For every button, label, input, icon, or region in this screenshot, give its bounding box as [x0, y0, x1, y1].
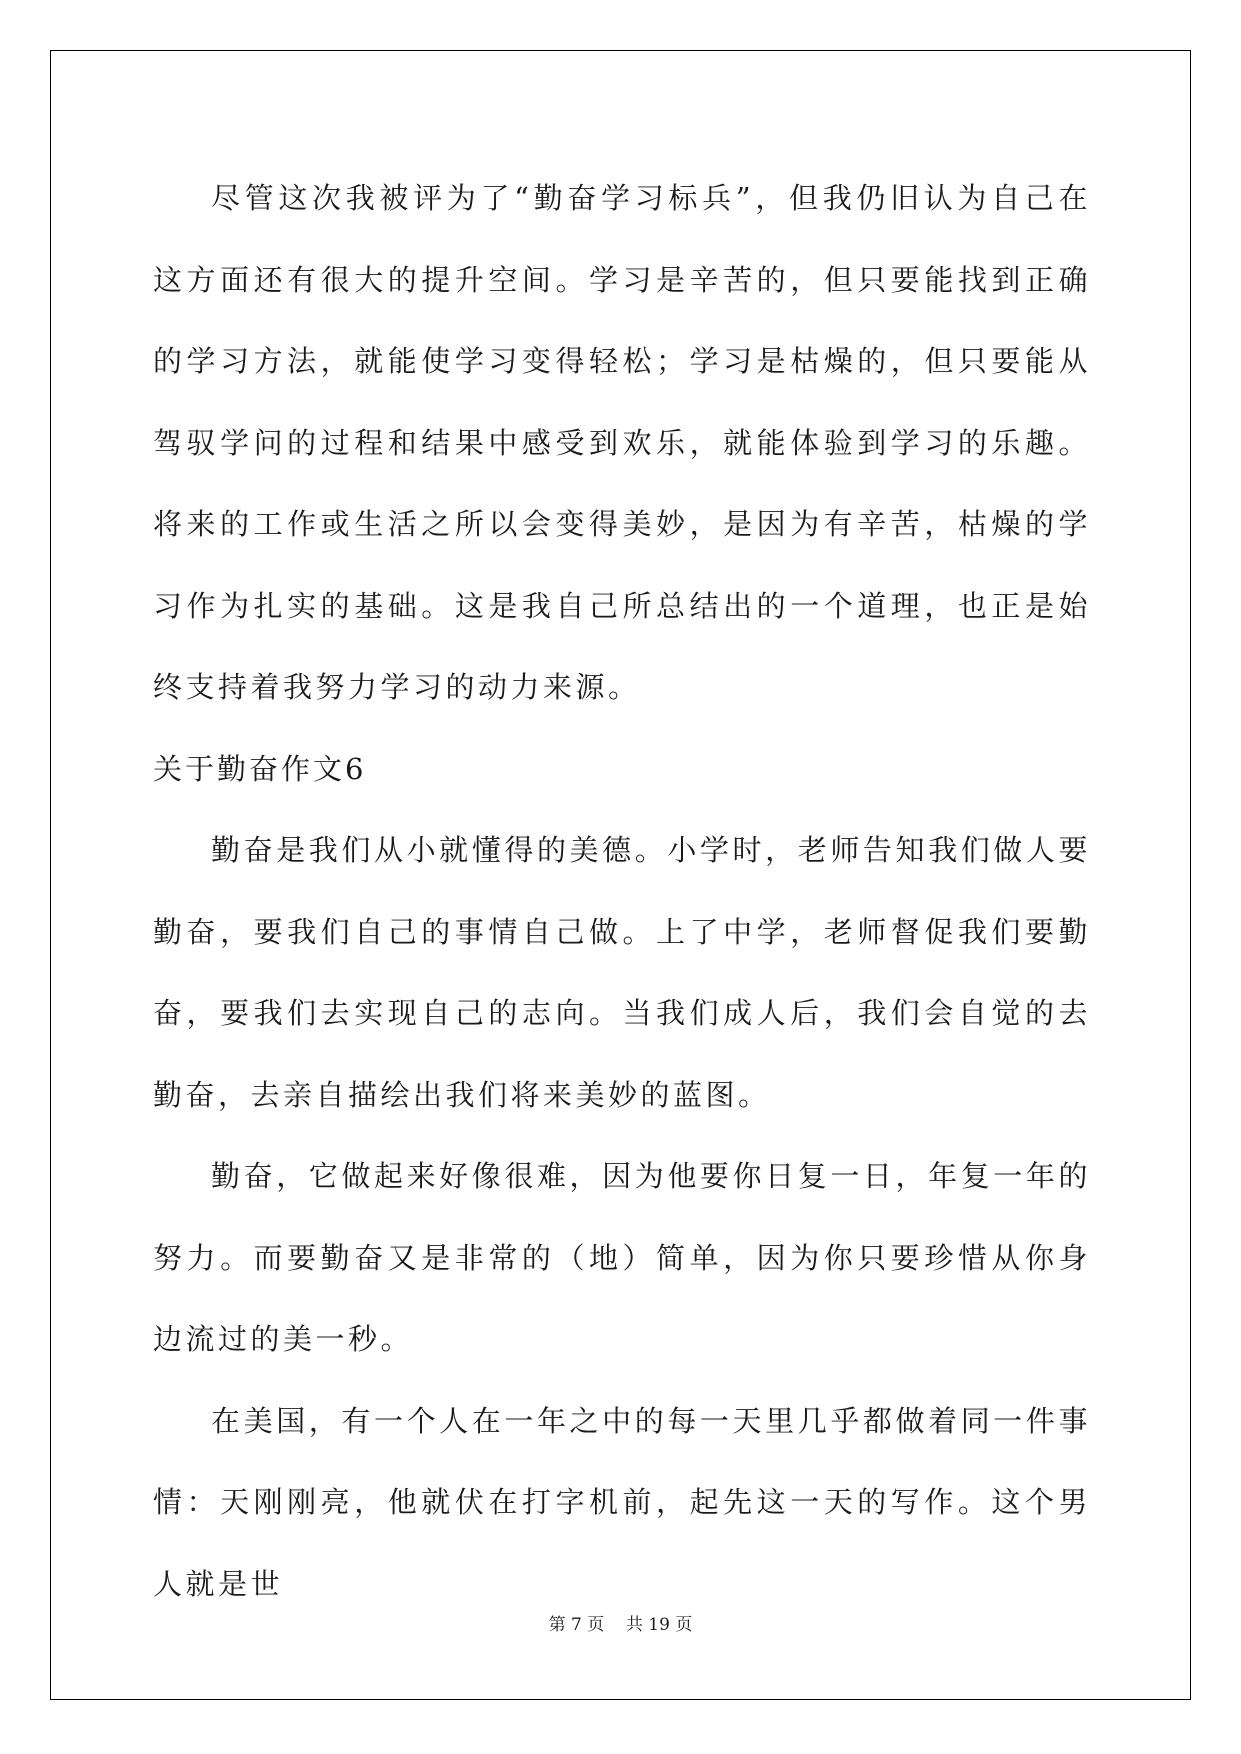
page-number-footer: 第 7 页 共 19 页 — [548, 1615, 693, 1635]
paragraph: 尽管这次我被评为了“勤奋学习标兵”，但我仍旧认为自己在这方面还有很大的提升空间。学习是辛苦的，但只要能找到正确的学习方法，就能使学习变得轻松；学习是枯燥的，但只要能从驾驭学问的过程和结果中感受到欢乐，就能体验到学习的乐趣。将来的工作或生活之所以会变得美妙，是因为有辛苦，枯燥的学习作为扎实的基础。这是我自己所总结出的一个道理，也正是始终支持着我努力学习的动力来源。 — [153, 181, 1091, 704]
paragraph: 勤奋，它做起来好像很难，因为他要你日复一日，年复一年的努力。而要勤奋又是非常的（地）简单，因为你只要珍惜从你身边流过的美一秒。 — [153, 1159, 1091, 1356]
document-body — [153, 158, 1091, 1625]
paragraph: 在美国，有一个人在一年之中的每一天里几乎都做着同一件事情：天刚刚亮，他就伏在打字机前，起先这一天的写作。这个男人就是世 — [153, 1403, 1091, 1601]
section-heading: 关于勤奋作文6 — [153, 751, 367, 786]
paragraph: 勤奋是我们从小就懂得的美德。小学时，老师告知我们做人要勤奋，要我们自己的事情自己做。上了中学，老师督促我们要勤奋，要我们去实现自己的志向。当我们成人后，我们会自觉的去勤奋，去亲自描绘出我们将来美妙的蓝图。 — [153, 833, 1091, 1112]
